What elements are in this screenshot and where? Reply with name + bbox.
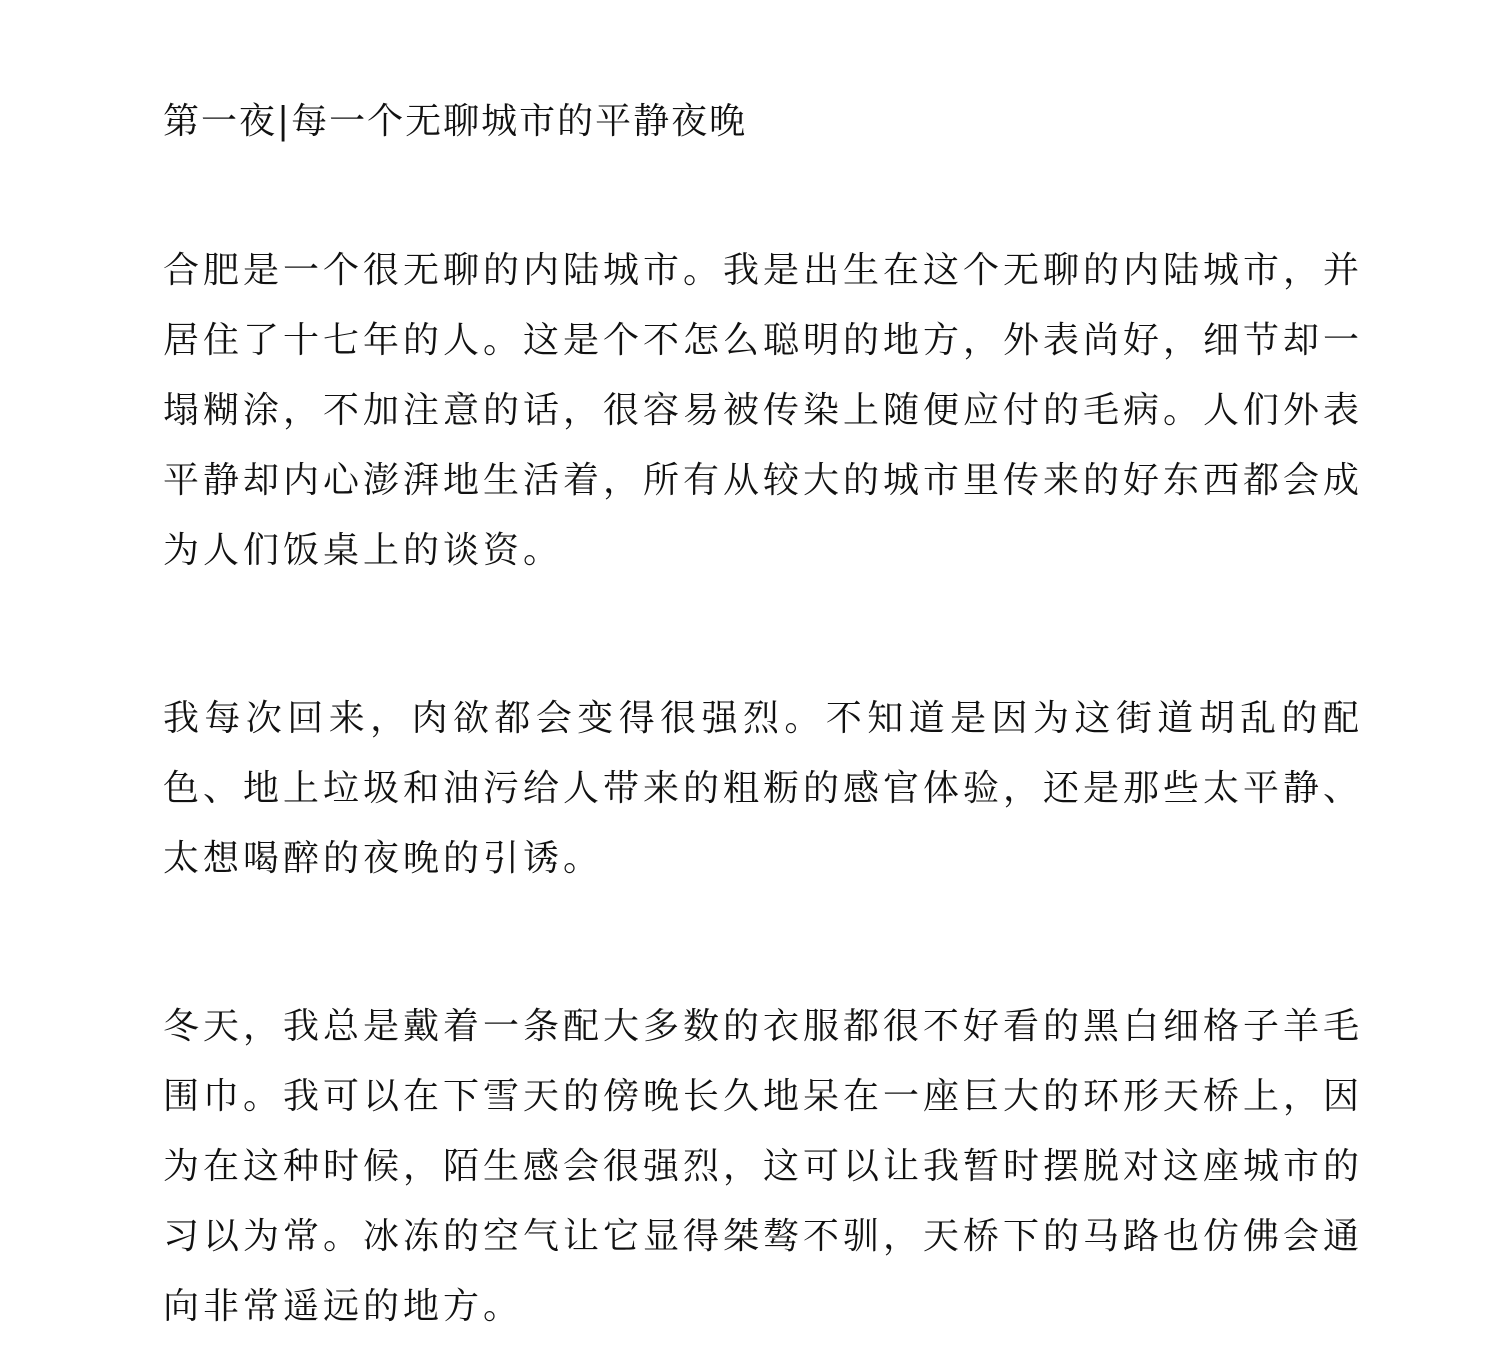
document-title: 第一夜|每一个无聊城市的平静夜晚 [163,101,748,142]
paragraph-1: 合肥是一个很无聊的内陆城市。我是出生在这个无聊的内陆城市，并居住了十七年的人。这是个不怎么聪明的地方，外表尚好，细节却一塌糊涂，不加注意的话，很容易被传染上随便应付的毛病。人们外表平静却内心澎湃地生活着，所有从较大的城市里传来的好东西都会成为人们饭桌上的谈资。 [163,250,1364,571]
paragraph-3: 冬天，我总是戴着一条配大多数的衣服都很不好看的黑白细格子羊毛围巾。我可以在下雪天的傍晚长久地呆在一座巨大的环形天桥上，因为在这种时候，陌生感会很强烈，这可以让我暂时摆脱对这座城市的习以为常。冰冻的空气让它显得桀骜不驯，天桥下的马路也仿佛会通向非常遥远的地方。 [163,1006,1364,1327]
document-page [163,92,1363,1342]
paragraph-2: 我每次回来，肉欲都会变得很强烈。不知道是因为这街道胡乱的配色、地上垃圾和油污给人带来的粗粝的感官体验，还是那些太平静、太想喝醉的夜晚的引诱。 [163,698,1364,879]
